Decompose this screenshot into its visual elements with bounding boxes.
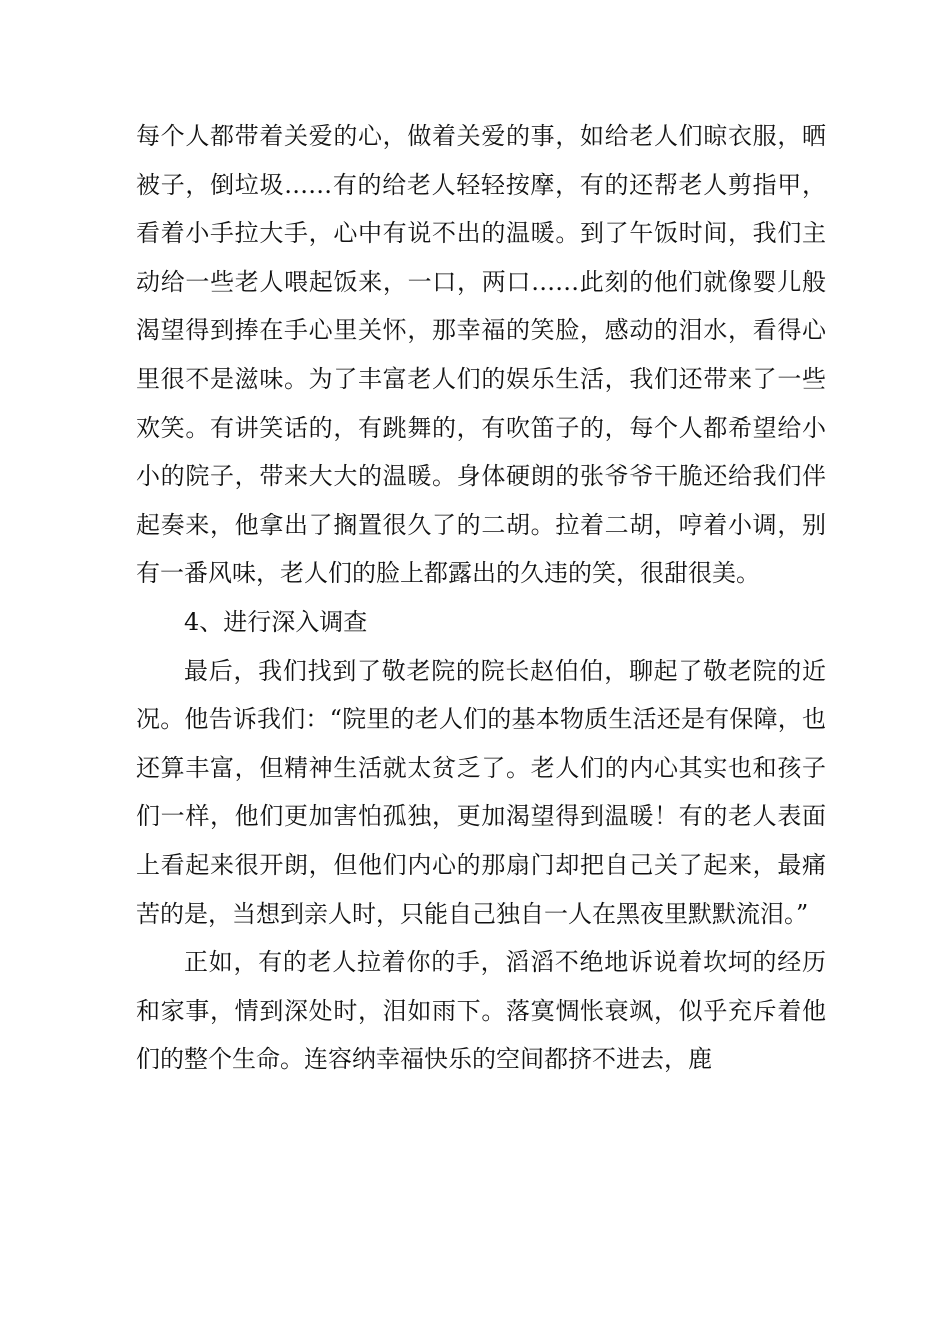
section-heading-investigation: 4、进行深入调查 <box>184 607 368 636</box>
paragraph-volunteer-activities: 每个人都带着关爱的心，做着关爱的事，如给老人们晾衣服，晒被子，倒垃圾……有的给老人轻轻按摩，有的还帮老人剪指甲，看着小手拉大手，心中有说不出的温暖。到了午饭时间，我们主动给一些老人喂起饭来，一口，两口……此刻的他们就像婴儿般渴望得到捧在手心里关怀，那幸福的笑脸，感动的泪水，看得心里很不是滋味。为了丰富老人们的娱乐生活，我们还带来了一些欢笑。有讲笑话的，有跳舞的，有吹笛子的，每个人都希望给小小的院子，带来大大的温暖。身体硬朗的张爷爷干脆还给我们伴起奏来，他拿出了搁置很久了的二胡。拉着二胡，哼着小调，别有一番风味，老人们的脸上都露出的久违的笑，很甜很美。 <box>136 122 826 588</box>
paragraph-director-interview: 最后，我们找到了敬老院的院长赵伯伯，聊起了敬老院的近况。他告诉我们：“院里的老人们的基本物质生活还是有保障，也还算丰富，但精神生活就太贫乏了。老人们的内心其实也和孩子们一样，他们更加害怕孤独，更加渴望得到温暖！有的老人表面上看起来很开朗，但他们内心的那扇门却把自己关了起来，最痛苦的是，当想到亲人时，只能自己独自一人在黑夜里默默流泪。” <box>136 656 826 928</box>
paragraph-elderly-stories: 正如，有的老人拉着你的手，滔滔不绝地诉说着坎坷的经历和家事，情到深处时，泪如雨下。落寞惆怅衰飒，似乎充斥着他们的整个生命。连容纳幸福快乐的空间都挤不进去，鹿 <box>136 948 826 1074</box>
document-body <box>136 112 826 1084</box>
